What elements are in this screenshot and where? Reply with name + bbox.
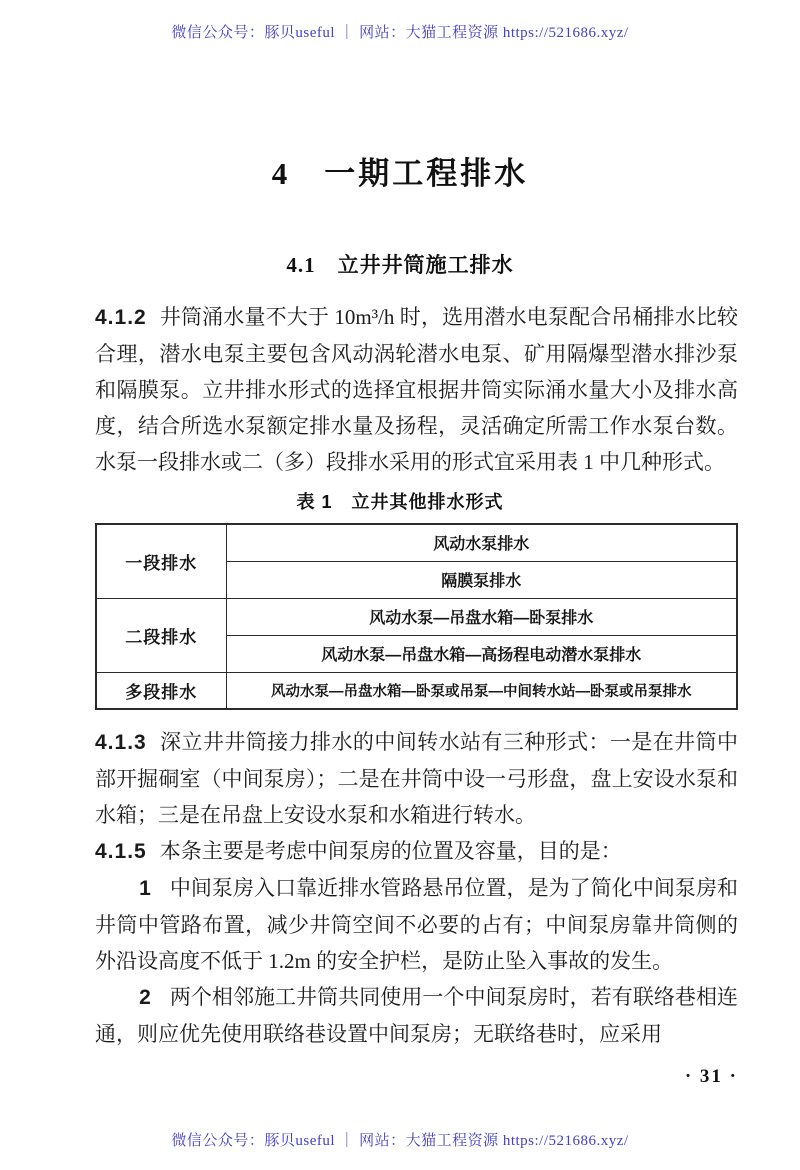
table-row [96,598,737,635]
table-cell: 风动水泵排水 [226,524,737,561]
row-group-label-single-stage: 一段排水 [96,524,226,598]
row-group-label-multi-stage: 多段排水 [96,672,226,709]
clause-4-1-2 [95,299,738,480]
section-heading: 4.1 立井井筒施工排水 [286,253,514,277]
header-promo [0,0,800,42]
item-text: 中间泵房入口靠近排水管路悬吊位置，是为了简化中间泵房和井筒中管路布置，减少井筒空间不必要的占有；中间泵房靠井筒侧的外沿设高度不低于 1.2m 的安全护栏，是防止坠入事故的发生。 [95,876,738,973]
table-cell: 风动水泵—吊盘水箱—高扬程电动潜水泵排水 [226,635,737,672]
list-item-2 [95,979,738,1052]
clause-number: 4.1.2 [95,306,147,329]
clause-4-1-5 [95,833,738,870]
table-cell: 风动水泵—吊盘水箱—卧泵或吊泵—中间转水站—卧泵或吊泵排水 [226,672,737,709]
footer-promo [0,1129,800,1150]
footer-promo-text: 微信公众号：豚贝useful ｜ 网站：大猫工程资源 https://521686.xyz/ [171,1133,629,1149]
clause-number: 4.1.5 [95,840,147,863]
page-number: · 31 · [684,1066,738,1087]
table-caption: 表 1 立井其他排水形式 [296,492,504,512]
drainage-forms-table [95,523,738,710]
item-number: 1 [139,877,152,900]
table-cell: 隔膜泵排水 [226,561,737,598]
clause-4-1-3 [95,724,738,833]
clause-number: 4.1.3 [95,731,147,754]
table-row [96,524,737,561]
clause-text: 本条主要是考虑中间泵房的位置及容量，目的是： [159,839,622,863]
table-row [96,672,737,709]
header-promo-text: 微信公众号：豚贝useful ｜ 网站：大猫工程资源 https://521686.xyz/ [171,25,629,41]
clause-text: 井筒涌水量不大于 10m³/h 时，选用潜水电泵配合吊桶排水比较合理，潜水电泵主要包含风动涡轮潜水电泵、矿用隔爆型潜水排沙泵和隔膜泵。立井排水形式的选择宜根据井筒实际涌水量大小及排水高度，结合所选水泵额定排水量及扬程，灵活确定所需工作水泵台数。水泵一段排水或二（多）段排水采用的形式宜采用表 1 中几种形式。 [95,305,738,474]
chapter-title: 4 一期工程排水 [271,156,529,191]
list-item-1 [95,870,738,979]
table-cell: 风动水泵—吊盘水箱—卧泵排水 [226,598,737,635]
clause-text: 深立井井筒接力排水的中间转水站有三种形式：一是在井筒中部开掘硐室（中间泵房）；二是在井筒中设一弓形盘，盘上安设水泵和水箱；三是在吊盘上安设水泵和水箱进行转水。 [95,730,738,827]
item-text: 两个相邻施工井筒共同使用一个中间泵房时，若有联络巷相连通，则应优先使用联络巷设置中间泵房；无联络巷时，应采用 [95,985,738,1046]
item-number: 2 [139,986,152,1009]
row-group-label-two-stage: 二段排水 [96,598,226,672]
